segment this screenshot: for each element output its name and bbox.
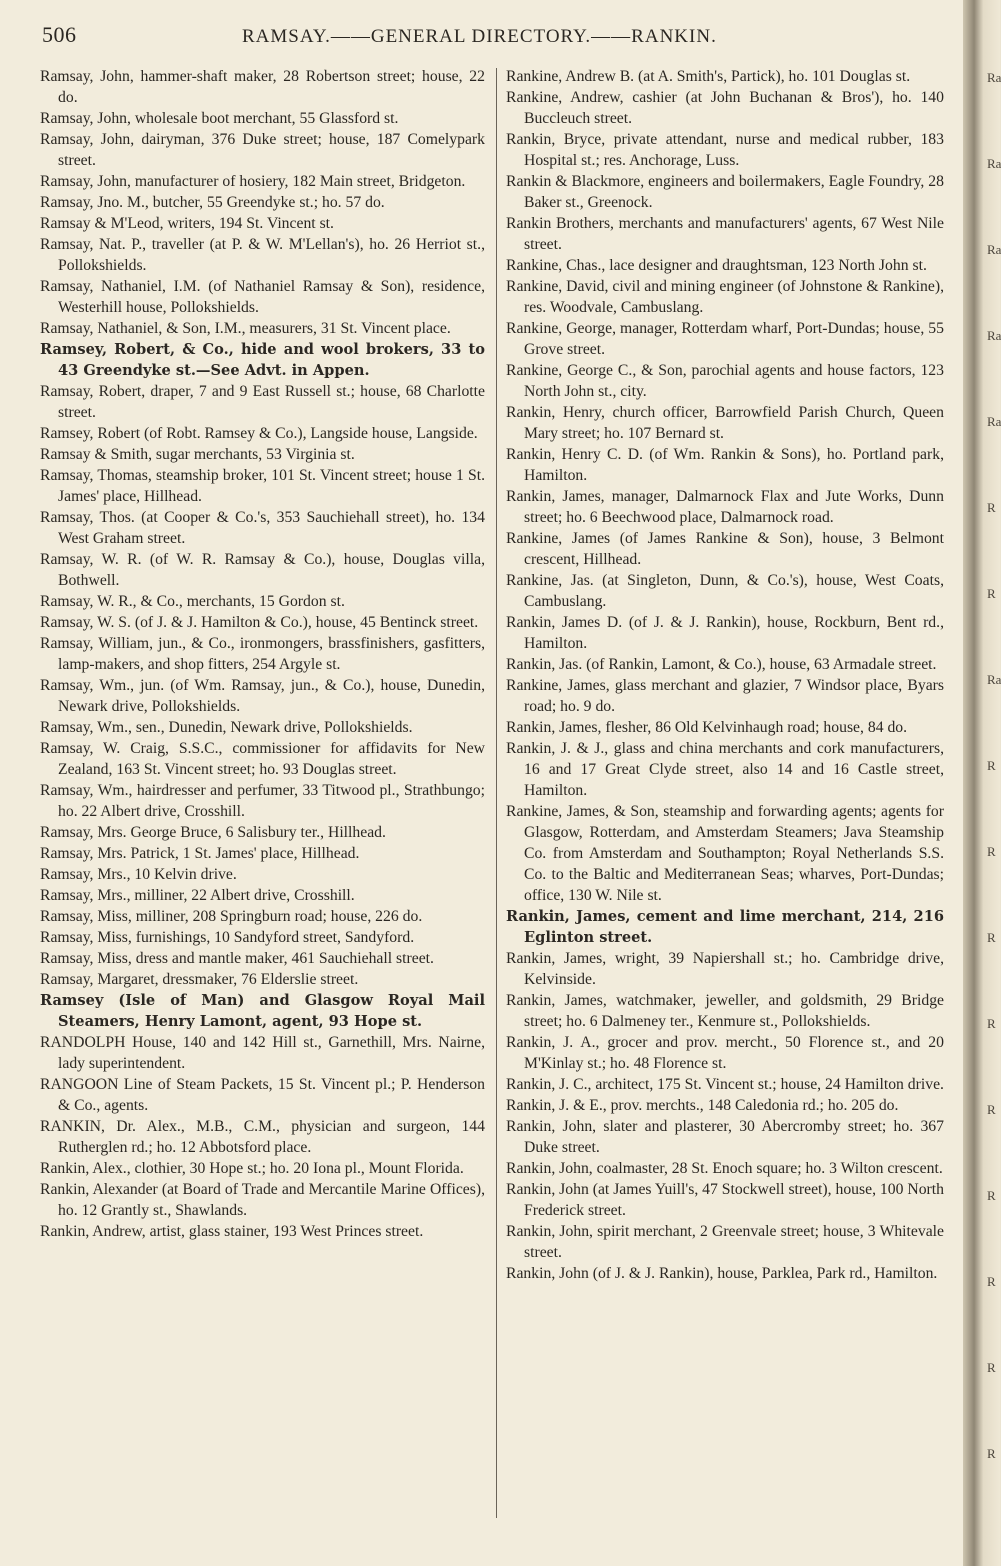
directory-entry: Ramsay, Margaret, dressmaker, 76 Elderslie street.: [40, 971, 359, 988]
directory-entry: Ramsay, Nathaniel, I.M. (of Nathaniel Ramsay & Son), residence, Westerhill house, Pollokshields.: [40, 278, 485, 316]
directory-entry: Rankine, George, manager, Rotterdam wharf, Port-Dundas; house, 55 Grove street.: [506, 320, 944, 358]
right-column: [506, 66, 944, 1284]
directory-entry: Ramsay, Mrs., 10 Kelvin drive.: [40, 866, 237, 883]
directory-entry: Rankin, Jas. (of Rankin, Lamont, & Co.), house, 63 Armadale street.: [506, 656, 937, 673]
directory-entry: Ramsay, W. S. (of J. & J. Hamilton & Co.), house, 45 Bentinck street.: [40, 614, 479, 631]
directory-entry: Rankin, Andrew, artist, glass stainer, 193 West Princes street.: [40, 1223, 424, 1240]
directory-entry: Ramsay, W. R. (of W. R. Ramsay & Co.), house, Douglas villa, Bothwell.: [40, 551, 485, 589]
gutter-fragment: Ra: [987, 672, 1001, 687]
directory-entry: Rankine, James (of James Rankine & Son), house, 3 Belmont crescent, Hillhead.: [506, 530, 944, 568]
directory-entry: Ramsay, Wm., jun. (of Wm. Ramsay, jun., & Co.), house, Dunedin, Newark drive, Pollokshields.: [40, 677, 485, 715]
gutter-fragment: Ra: [987, 156, 1001, 171]
directory-entry: Rankine, George C., & Son, parochial agents and house factors, 123 North John st., city.: [506, 362, 944, 400]
directory-entry: Ramsay, W. Craig, S.S.C., commissioner for affidavits for New Zealand, 163 St. Vincent street; ho. 93 Douglas street.: [40, 740, 485, 778]
directory-entry: Ramsay, Miss, dress and mantle maker, 461 Sauchiehall street.: [40, 950, 434, 967]
directory-entry: Ramsay, Jno. M., butcher, 55 Greendyke st.; ho. 57 do.: [40, 194, 385, 211]
directory-entry: Ramsay, Thomas, steamship broker, 101 St. Vincent street; house 1 St. James' place, Hillhead.: [40, 467, 485, 505]
directory-entry: Ramsay, William, jun., & Co., ironmongers, brassfinishers, gasfitters, lamp-makers, and shop fitters, 254 Argyle st.: [40, 635, 485, 673]
directory-entry: Ramsay, Mrs. George Bruce, 6 Salisbury ter., Hillhead.: [40, 824, 386, 841]
directory-entry: Rankine, Andrew, cashier (at John Buchanan & Bros'), ho. 140 Buccleuch street.: [506, 89, 944, 127]
directory-entry: RANDOLPH House, 140 and 142 Hill st., Garnethill, Mrs. Nairne, lady superintendent.: [40, 1034, 485, 1072]
directory-entry: Ramsey (Isle of Man) and Glasgow Royal Mail Steamers, Henry Lamont, agent, 93 Hope st.: [40, 992, 485, 1030]
adjacent-page-edge: [963, 0, 1000, 1566]
page-header: [42, 22, 947, 52]
gutter-fragment: R: [987, 1102, 996, 1117]
directory-entry: Ramsay, W. R., & Co., merchants, 15 Gordon st.: [40, 593, 345, 610]
directory-entry: Rankin & Blackmore, engineers and boilermakers, Eagle Foundry, 28 Baker st., Greenock.: [506, 173, 944, 211]
directory-entry: Rankine, Andrew B. (at A. Smith's, Partick), ho. 101 Douglas st.: [506, 68, 911, 85]
directory-entry: Rankin, James, wright, 39 Napiershall st.; ho. Cambridge drive, Kelvinside.: [506, 950, 944, 988]
gutter-fragment: Ra: [987, 242, 1001, 257]
directory-entry: Ramsey, Robert (of Robt. Ramsey & Co.), Langside house, Langside.: [40, 425, 478, 442]
directory-entry: Ramsay, Wm., hairdresser and perfumer, 33 Titwood pl., Strathbungo; ho. 22 Albert drive, Crosshill.: [40, 782, 485, 820]
directory-entry: Ramsay, John, wholesale boot merchant, 55 Glassford st.: [40, 110, 399, 127]
gutter-fragment: R: [987, 1274, 996, 1289]
directory-entry: Rankin, James, cement and lime merchant, 214, 216 Eglinton street.: [506, 908, 944, 946]
directory-entry: Rankin Brothers, merchants and manufacturers' agents, 67 West Nile street.: [506, 215, 944, 253]
directory-entry: Ramsay, John, hammer-shaft maker, 28 Robertson street; house, 22 do.: [40, 68, 485, 106]
gutter-fragment: R: [987, 1446, 996, 1461]
gutter-fragment: R: [987, 500, 996, 515]
gutter-fragment: Ra: [987, 414, 1001, 429]
gutter-fragment: R: [987, 586, 996, 601]
directory-entry: Rankin, J. & E., prov. merchts., 148 Caledonia rd.; ho. 205 do.: [506, 1097, 899, 1114]
directory-entry: Ramsay, Nathaniel, & Son, I.M., measurers, 31 St. Vincent place.: [40, 320, 451, 337]
directory-entry: Rankin, James, manager, Dalmarnock Flax and Jute Works, Dunn street; ho. 6 Beechwood place, Dalmarnock road.: [506, 488, 944, 526]
directory-entry: RANKIN, Dr. Alex., M.B., C.M., physician and surgeon, 144 Rutherglen rd.; ho. 12 Abbotsford place.: [40, 1118, 485, 1156]
directory-entry: Ramsey, Robert, & Co., hide and wool brokers, 33 to 43 Greendyke st.—See Advt. in Appen.: [40, 341, 485, 379]
directory-entry: Rankine, David, civil and mining engineer (of Johnstone & Rankine), res. Woodvale, Cambuslang.: [506, 278, 944, 316]
directory-entry: Rankin, J. A., grocer and prov. mercht., 50 Florence st., and 20 M'Kinlay st.; ho. 48 Florence st.: [506, 1034, 944, 1072]
directory-entry: Rankin, John, spirit merchant, 2 Greenvale street; house, 3 Whitevale street.: [506, 1223, 944, 1261]
gutter-fragment: R: [987, 1360, 996, 1375]
directory-entry: Ramsay, Robert, draper, 7 and 9 East Russell st.; house, 68 Charlotte street.: [40, 383, 485, 421]
left-column: [40, 66, 485, 1242]
directory-entry: Rankin, Henry C. D. (of Wm. Rankin & Sons), ho. Portland park, Hamilton.: [506, 446, 944, 484]
gutter-fragment: Ra: [987, 70, 1001, 85]
directory-entry: Rankin, Alexander (at Board of Trade and Mercantile Marine Offices), ho. 12 Grantly st., Shawlands.: [40, 1181, 485, 1219]
directory-entry: RANGOON Line of Steam Packets, 15 St. Vincent pl.; P. Henderson & Co., agents.: [40, 1076, 485, 1114]
directory-entry: Rankin, James D. (of J. & J. Rankin), house, Rockburn, Bent rd., Hamilton.: [506, 614, 944, 652]
directory-entry: Rankin, Bryce, private attendant, nurse and medical rubber, 183 Hospital st.; res. Anchorage, Luss.: [506, 131, 944, 169]
gutter-fragment: R: [987, 930, 996, 945]
directory-entry: Ramsay, John, manufacturer of hosiery, 182 Main street, Bridgeton.: [40, 173, 466, 190]
directory-entry: Rankine, James, & Son, steamship and forwarding agents; agents for Glasgow, Rotterdam, and Amsterdam Steamers; Java Steamship Co. from Amsterdam and Southampton; Royal Netherlands S.S. Co. to the Baltic and Mediterranean Seas; wharves, Port-Dundas; office, 130 W. Nile st.: [506, 803, 944, 904]
gutter-fragment: R: [987, 1016, 996, 1031]
directory-entry: Rankin, John, coalmaster, 28 St. Enoch square; ho. 3 Wilton crescent.: [506, 1160, 943, 1177]
directory-entry: Rankine, James, glass merchant and glazier, 7 Windsor place, Byars road; ho. 9 do.: [506, 677, 944, 715]
directory-entry: Rankin, James, watchmaker, jeweller, and goldsmith, 29 Bridge street; ho. 6 Dalmeney ter., Kenmure st., Pollokshields.: [506, 992, 944, 1030]
directory-entry: Ramsay & Smith, sugar merchants, 53 Virginia st.: [40, 446, 355, 463]
directory-entry: Ramsay, Mrs. Patrick, 1 St. James' place, Hillhead.: [40, 845, 360, 862]
directory-entry: Ramsay, Miss, furnishings, 10 Sandyford street, Sandyford.: [40, 929, 415, 946]
directory-entry: Ramsay, Mrs., milliner, 22 Albert drive, Crosshill.: [40, 887, 355, 904]
running-head: RAMSAY.——GENERAL DIRECTORY.——RANKIN.: [242, 26, 717, 47]
column-divider: [496, 68, 497, 1518]
gutter-fragment: Ra: [987, 328, 1001, 343]
directory-entry: Ramsay, John, dairyman, 376 Duke street; house, 187 Comelypark street.: [40, 131, 485, 169]
directory-entry: Rankin, Alex., clothier, 30 Hope st.; ho. 20 Iona pl., Mount Florida.: [40, 1160, 464, 1177]
directory-entry: Ramsay, Wm., sen., Dunedin, Newark drive, Pollokshields.: [40, 719, 413, 736]
directory-entry: Rankin, John (at James Yuill's, 47 Stockwell street), house, 100 North Frederick street.: [506, 1181, 944, 1219]
directory-entry: Rankine, Jas. (at Singleton, Dunn, & Co.'s), house, West Coats, Cambuslang.: [506, 572, 944, 610]
page-number: 506: [42, 22, 77, 47]
directory-entry: Ramsay & M'Leod, writers, 194 St. Vincent st.: [40, 215, 334, 232]
directory-entry: Ramsay, Thos. (at Cooper & Co.'s, 353 Sauchiehall street), ho. 134 West Graham street.: [40, 509, 485, 547]
directory-entry: Ramsay, Miss, milliner, 208 Springburn road; house, 226 do.: [40, 908, 423, 925]
directory-entry: Rankin, J. C., architect, 175 St. Vincent st.; house, 24 Hamilton drive.: [506, 1076, 944, 1093]
directory-entry: Ramsay, Nat. P., traveller (at P. & W. M'Lellan's), ho. 26 Herriot st., Pollokshields.: [40, 236, 485, 274]
directory-entry: Rankin, J. & J., glass and china merchants and cork manufacturers, 16 and 17 Great Clyde street, also 14 and 16 Castle street, Hamilton.: [506, 740, 944, 799]
directory-entry: Rankine, Chas., lace designer and draughtsman, 123 North John st.: [506, 257, 927, 274]
gutter-fragment: R: [987, 1188, 996, 1203]
directory-entry: Rankin, John, slater and plasterer, 30 Abercromby street; ho. 367 Duke street.: [506, 1118, 944, 1156]
directory-entry: Rankin, Henry, church officer, Barrowfield Parish Church, Queen Mary street; ho. 107 Bernard st.: [506, 404, 944, 442]
gutter-fragment: R: [987, 844, 996, 859]
directory-entry: Rankin, John (of J. & J. Rankin), house, Parklea, Park rd., Hamilton.: [506, 1265, 938, 1282]
gutter-fragment: R: [987, 758, 996, 773]
directory-entry: Rankin, James, flesher, 86 Old Kelvinhaugh road; house, 84 do.: [506, 719, 908, 736]
